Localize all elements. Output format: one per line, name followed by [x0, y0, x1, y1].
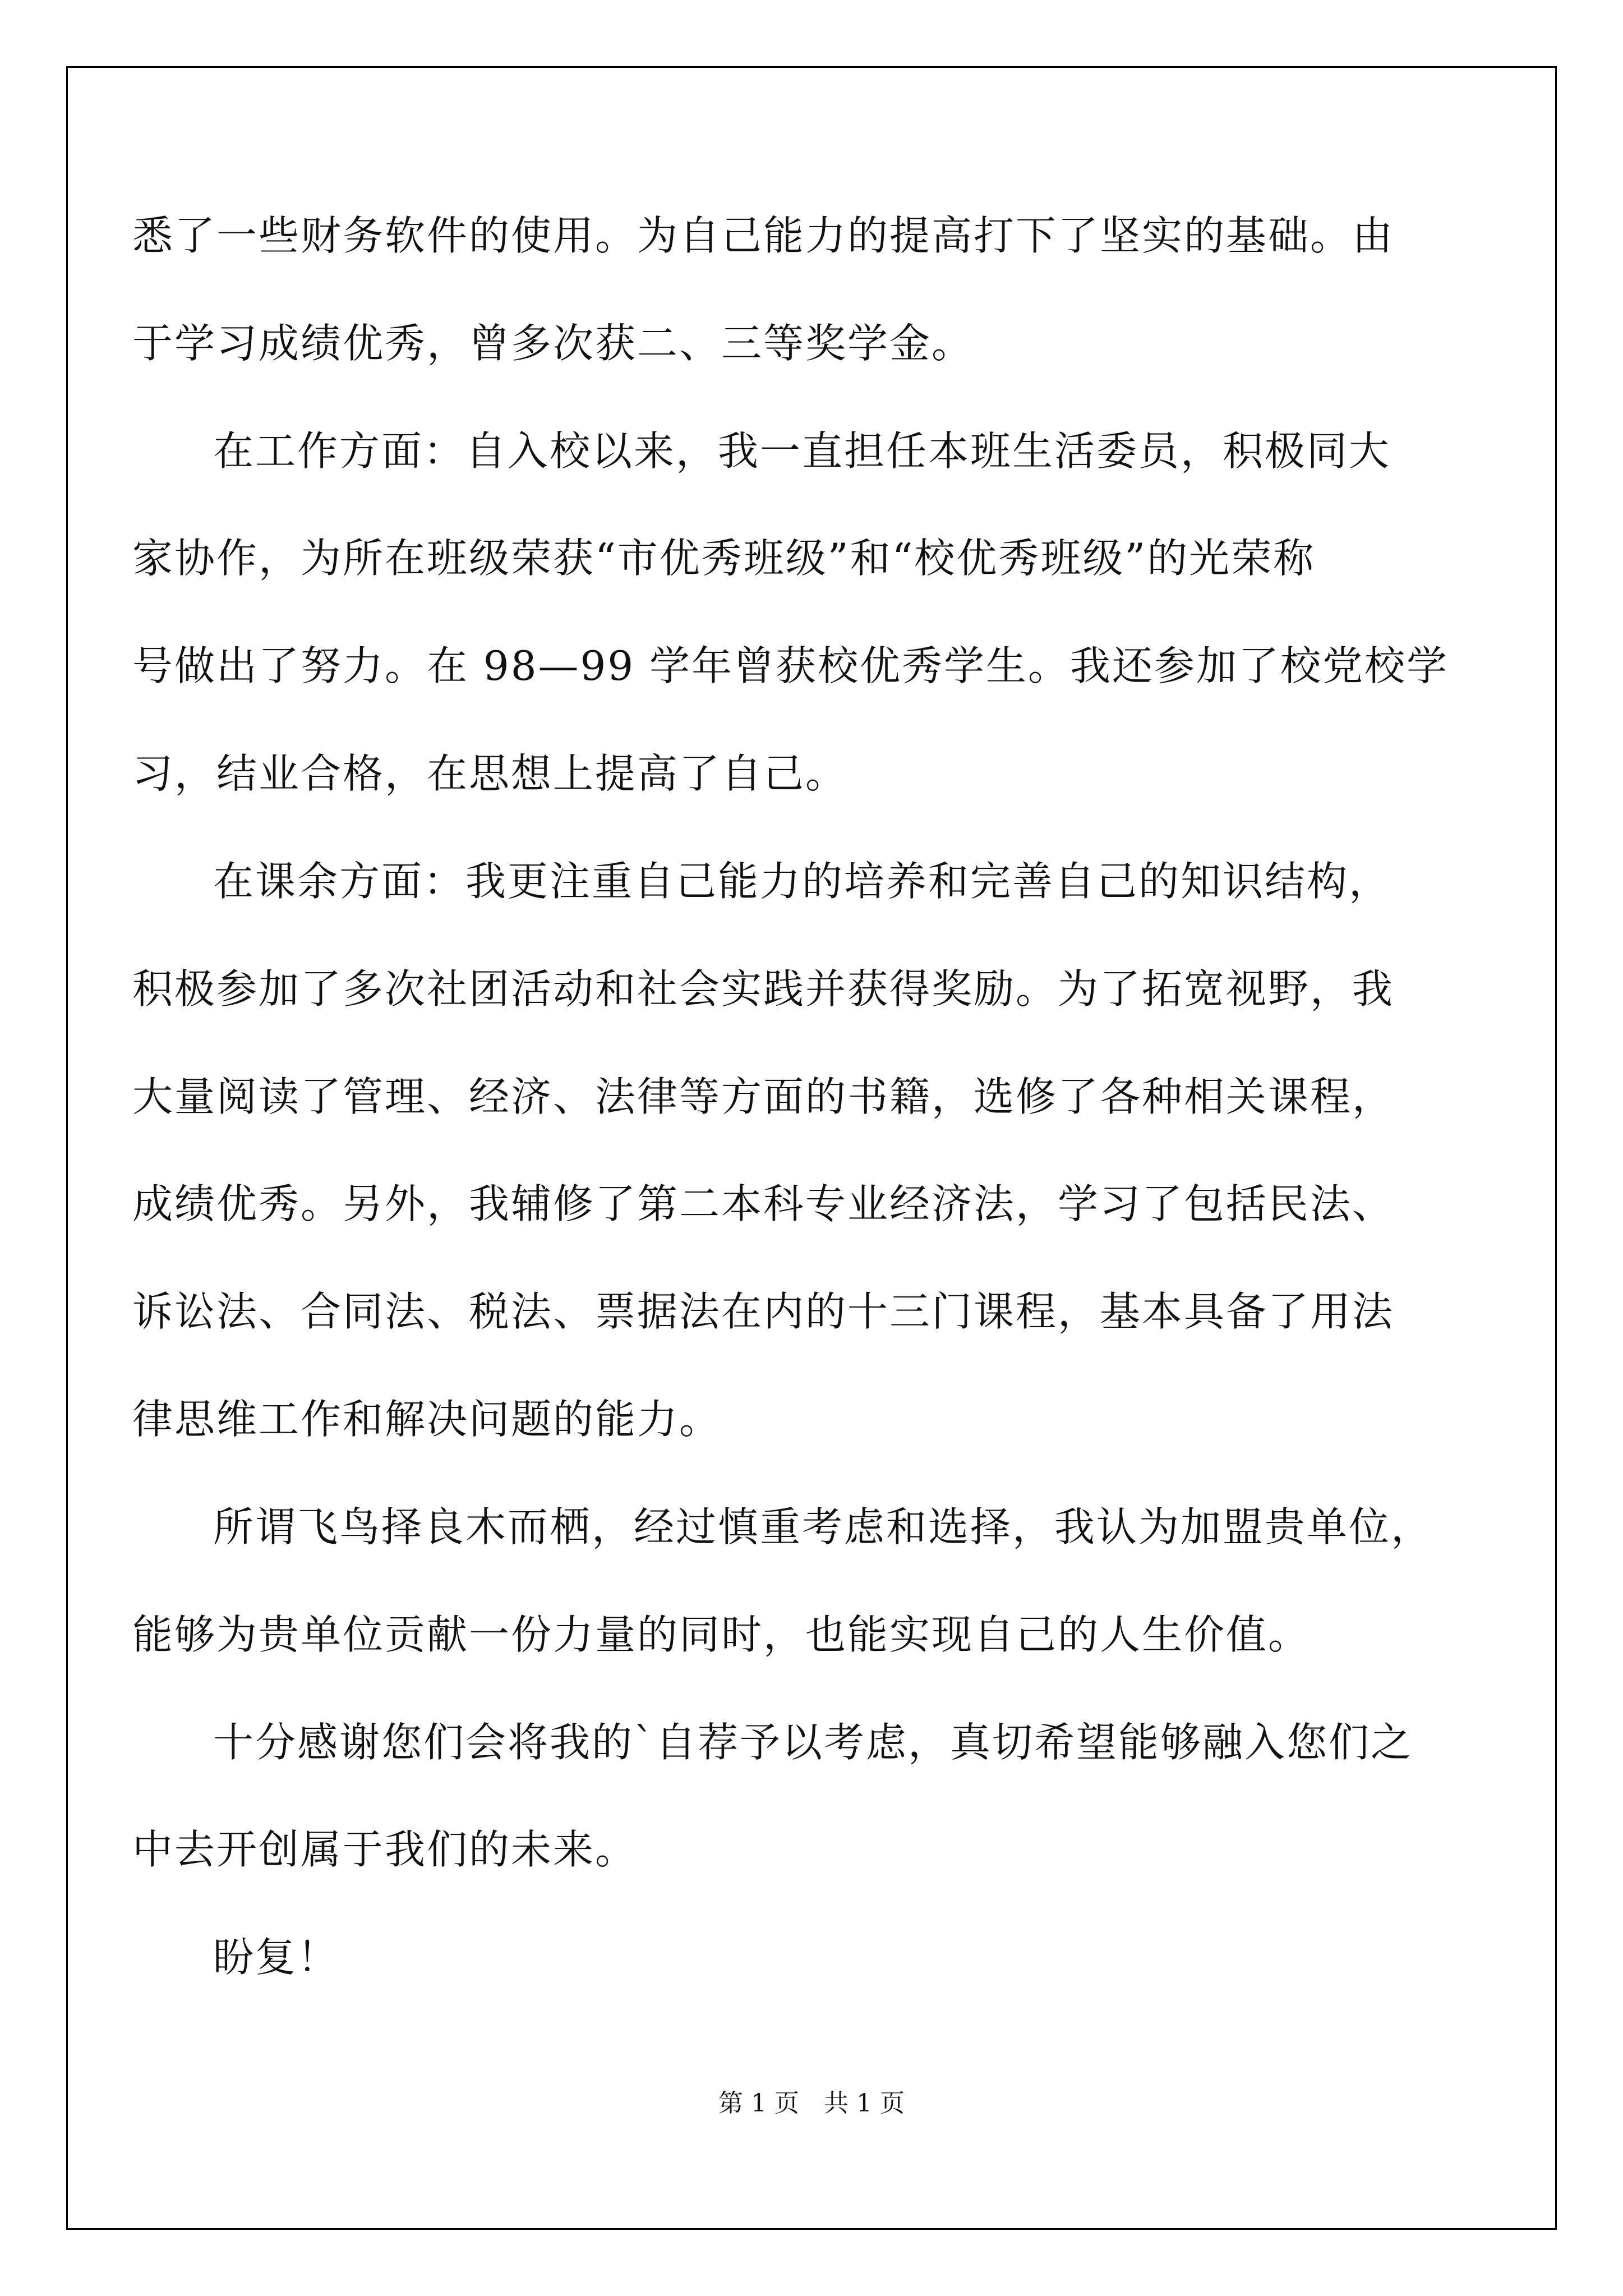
- text-line: 大量阅读了管理、经济、法律等方面的书籍，选修了各种相关课程，: [132, 1073, 1395, 1120]
- paragraph-start-line: 在课余方面：我更注重自己能力的培养和完善自己的知识结构，: [213, 858, 1391, 905]
- text-line: 家协作，为所在班级荣获“市优秀班级”和“校优秀班级”的光荣称: [132, 535, 1316, 582]
- text-line: 号做出了努力。在 98—99 学年曾获校优秀学生。我还参加了校党校学: [132, 642, 1449, 689]
- text-line: 于学习成绩优秀，曾多次获二、三等奖学金。: [132, 320, 974, 367]
- paragraph-start-line: 在工作方面：自入校以来，我一直担任本班生活委员，积极同大: [213, 427, 1391, 475]
- text-line: 中去开创属于我们的未来。: [132, 1826, 638, 1873]
- text-line: 悉了一些财务软件的使用。为自己能力的提高打下了坚实的基础。由: [132, 212, 1395, 259]
- text-line: 律思维工作和解决问题的能力。: [132, 1396, 722, 1443]
- text-line: 积极参加了多次社团活动和社会实践并获得奖励。为了拓宽视野，我: [132, 965, 1395, 1013]
- text-line: 成绩优秀。另外，我辅修了第二本科专业经济法，学习了包括民法、: [132, 1180, 1395, 1227]
- page-number: 第 1 页 共 1 页: [718, 2089, 905, 2118]
- page-border: [66, 66, 1557, 2230]
- text-line: 能够为贵单位贡献一份力量的同时，也能实现自己的人生价值。: [132, 1611, 1311, 1658]
- text-line: 习，结业合格，在思想上提高了自己。: [132, 750, 848, 797]
- closing-line: 盼复！: [213, 1934, 340, 1981]
- text-line: 诉讼法、合同法、税法、票据法在内的十三门课程，基本具备了用法: [132, 1288, 1395, 1335]
- paragraph-start-line: 所谓飞鸟择良木而栖，经过慎重考虑和选择，我认为加盟贵单位，: [213, 1503, 1433, 1550]
- paragraph-start-line: 十分感谢您们会将我的`自荐予以考虑，真切希望能够融入您们之: [213, 1719, 1413, 1766]
